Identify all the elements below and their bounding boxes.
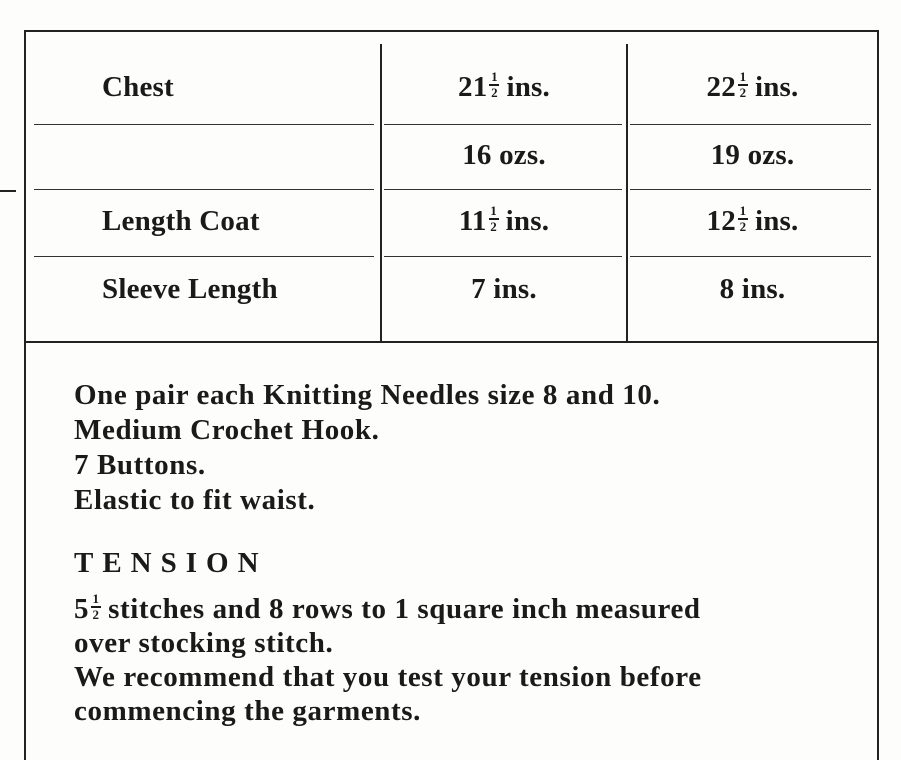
half-fraction: $\frac{1}{2}$ xyxy=(490,203,497,234)
row-label-length-coat: Length Coat xyxy=(102,205,260,237)
sizes-table xyxy=(26,32,877,343)
weight-size-1: 16 ozs. xyxy=(462,139,546,171)
tension-heading: TENSION xyxy=(74,547,268,579)
row-label-chest: Chest xyxy=(102,71,174,103)
materials-list xyxy=(74,378,660,518)
weight-size-2: 19 ozs. xyxy=(710,139,795,171)
chest-size-1 xyxy=(382,70,626,104)
half-fraction: $\frac{1}{2}$ xyxy=(92,591,100,622)
materials-line: 7 Buttons. xyxy=(74,449,206,481)
materials-line: Elastic to fit waist. xyxy=(74,484,316,516)
tension-line: over stocking stitch. xyxy=(74,627,334,659)
row-rule xyxy=(630,256,871,257)
chest-size-1-whole: 21 xyxy=(458,71,488,103)
chest-size-2-unit: ins. xyxy=(754,71,799,103)
row-label-sleeve-length: Sleeve Length xyxy=(102,273,278,305)
row-rule xyxy=(630,189,871,190)
chest-size-1-unit: ins. xyxy=(506,71,550,103)
tension-line: We recommend that you test your tension before xyxy=(74,661,702,693)
length-coat-size-2: 12 $\frac{1}{2}$ ins. xyxy=(706,203,799,237)
margin-tick-mark xyxy=(0,190,16,192)
row-rule xyxy=(384,256,622,257)
half-fraction: $\frac{1}{2}$ xyxy=(491,69,498,100)
tension-line: 5 $\frac{1}{2}$ stitches and 8 rows to 1 square inch measured xyxy=(74,591,701,625)
sleeve-length-size-1: 7 ins. xyxy=(471,273,537,305)
half-fraction: $\frac{1}{2}$ xyxy=(739,203,747,234)
tension-body xyxy=(74,592,864,728)
row-rule xyxy=(630,124,871,125)
tension-line: commencing the garments. xyxy=(74,695,422,727)
sleeve-length-size-2: 8 ins. xyxy=(719,273,786,305)
row-rule xyxy=(34,189,374,190)
pattern-panel xyxy=(24,30,879,760)
length-coat-size-1: 11 $\frac{1}{2}$ ins. xyxy=(458,203,550,237)
chest-size-2-whole: 22 xyxy=(706,71,736,103)
materials-line: One pair each Knitting Needles size 8 and 10. xyxy=(74,379,661,411)
row-rule xyxy=(384,124,622,125)
row-rule xyxy=(34,256,374,257)
row-rule xyxy=(34,124,374,125)
materials-line: Medium Crochet Hook. xyxy=(74,414,380,446)
chest-size-2 xyxy=(628,70,877,104)
half-fraction: $\frac{1}{2}$ xyxy=(739,69,747,100)
row-rule xyxy=(384,189,622,190)
